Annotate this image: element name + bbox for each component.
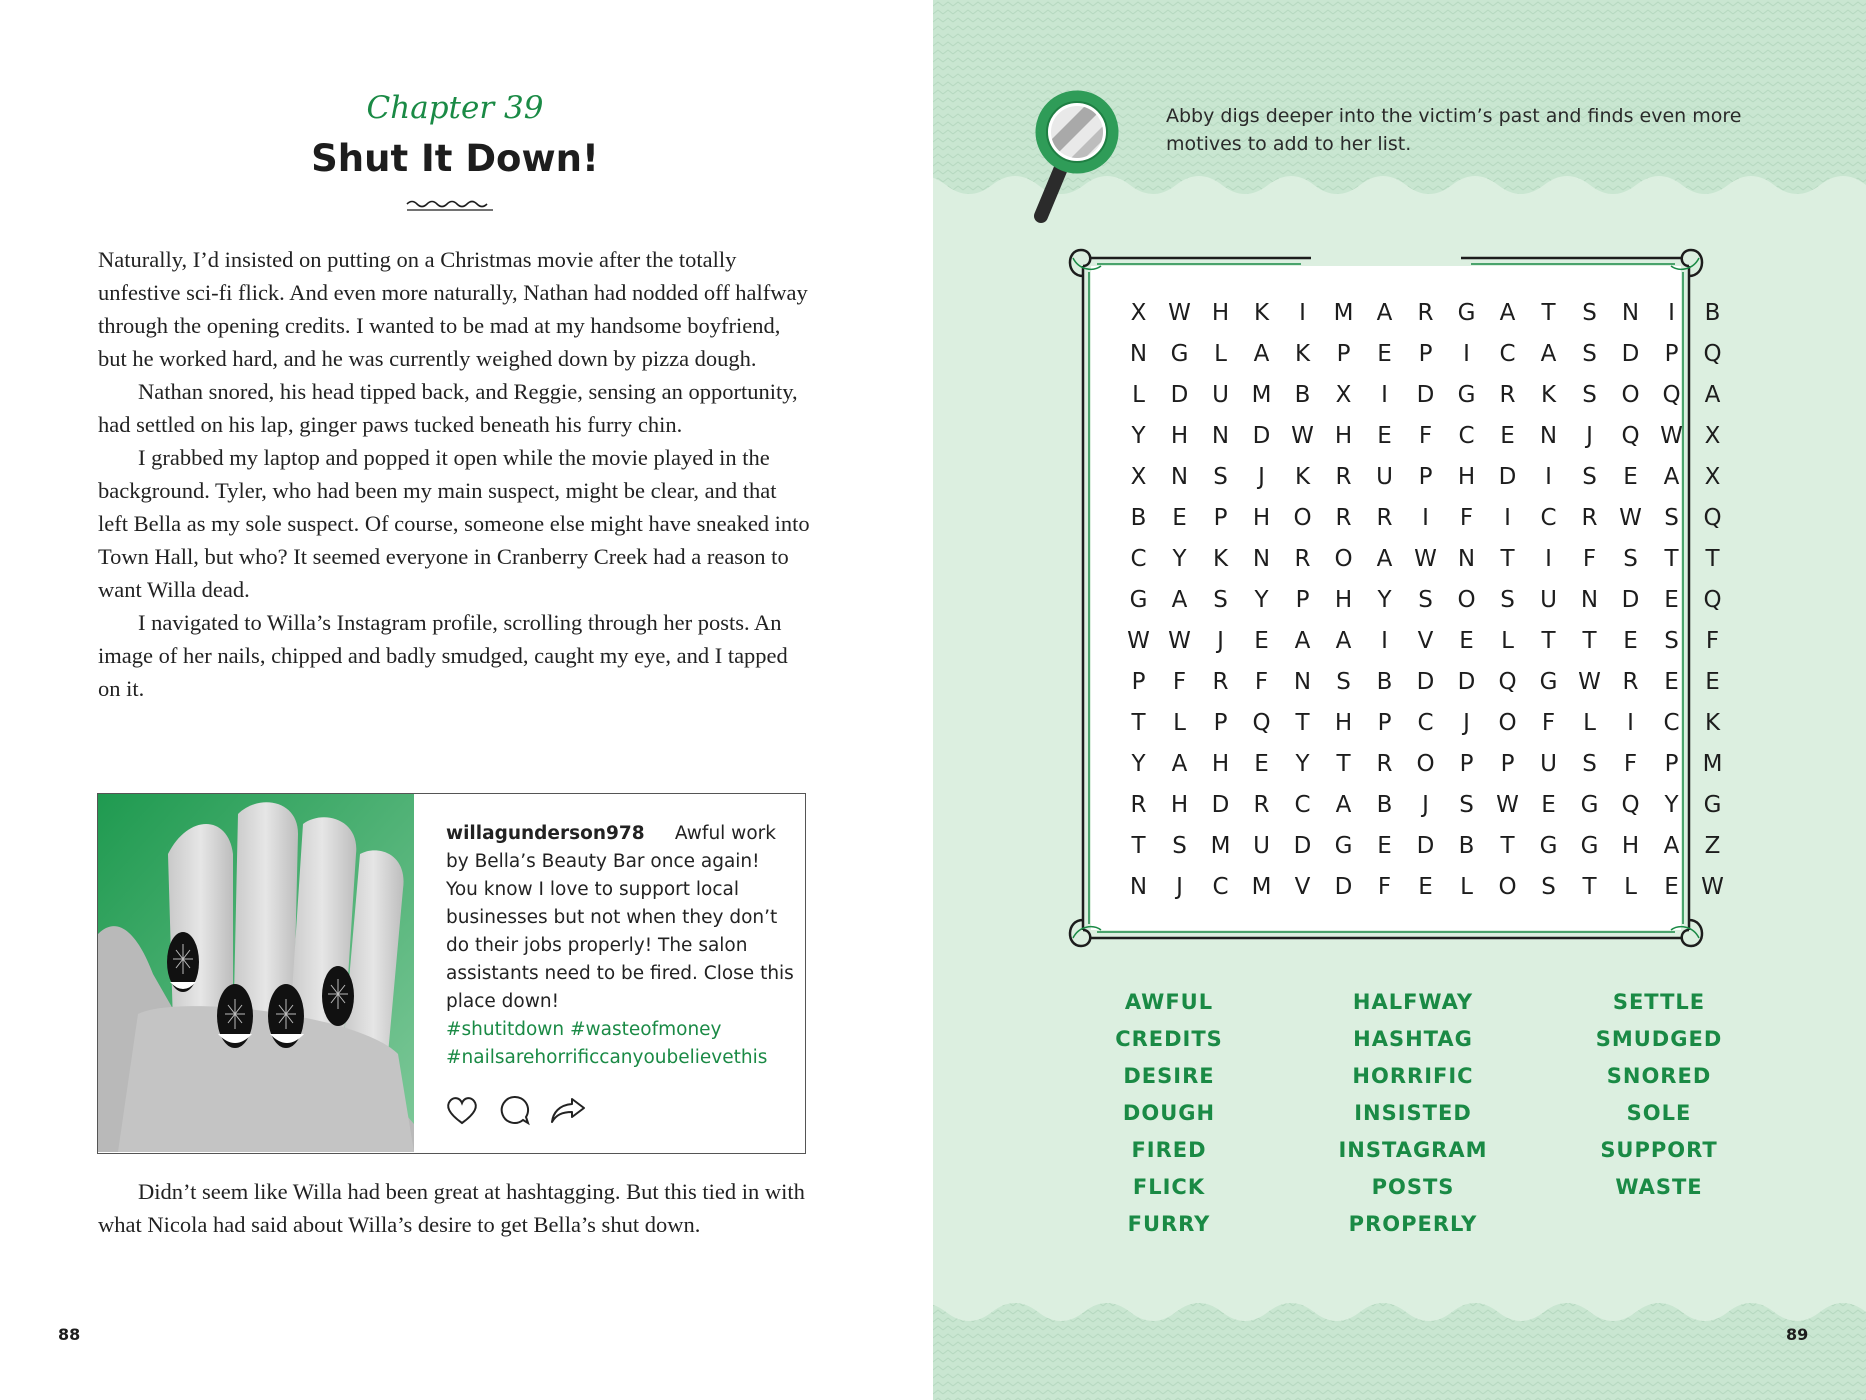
- comment-icon[interactable]: [496, 1094, 532, 1126]
- grid-letter[interactable]: O: [1416, 750, 1435, 777]
- grid-letter[interactable]: Q: [1703, 504, 1722, 531]
- bottom-decorative-band: [933, 1300, 1866, 1400]
- hashtag[interactable]: #nailsarehorrificcanyoubelievethis: [446, 1047, 768, 1068]
- grid-letter[interactable]: K: [1212, 545, 1229, 572]
- grid-letter[interactable]: J: [1217, 627, 1224, 654]
- grid-letter[interactable]: G: [1539, 832, 1558, 859]
- grid-letter[interactable]: P: [1336, 340, 1351, 367]
- paragraph: Nathan snored, his head tipped back, and Reggie, sensing an opportunity, had settled on his lap, ginger paws tucked beneath his furry chin.: [98, 379, 798, 437]
- grid-letter[interactable]: F: [1459, 504, 1474, 531]
- grid-letter[interactable]: Y: [1131, 422, 1146, 449]
- grid-letter[interactable]: X: [1130, 463, 1147, 490]
- grid-letter[interactable]: C: [1540, 504, 1557, 531]
- grid-letter[interactable]: D: [1498, 463, 1517, 490]
- grid-letter[interactable]: G: [1539, 668, 1558, 695]
- grid-letter[interactable]: Y: [1377, 586, 1392, 613]
- grid-letter[interactable]: I: [1627, 709, 1634, 736]
- grid-letter[interactable]: D: [1211, 791, 1230, 818]
- post-username[interactable]: willagunderson978: [446, 823, 645, 844]
- word-list-item: SMUDGED: [1595, 1027, 1723, 1051]
- grid-letter[interactable]: S: [1500, 586, 1515, 613]
- grid-letter[interactable]: C: [1499, 340, 1516, 367]
- word-list-item: SOLE: [1626, 1101, 1692, 1125]
- grid-letter[interactable]: W: [1619, 504, 1642, 531]
- page-number: 89: [1786, 1325, 1809, 1344]
- grid-letter[interactable]: S: [1582, 340, 1597, 367]
- word-list-column: [1559, 986, 1759, 1208]
- grid-letter[interactable]: E: [1623, 463, 1638, 490]
- grid-letter[interactable]: H: [1621, 832, 1640, 859]
- grid-letter[interactable]: P: [1131, 668, 1146, 695]
- grid-letter[interactable]: Q: [1252, 709, 1271, 736]
- grid-letter[interactable]: R: [1376, 504, 1393, 531]
- chapter-label: Chapter 39: [366, 90, 544, 126]
- word-list-item: SETTLE: [1612, 990, 1706, 1014]
- grid-letter[interactable]: G: [1129, 586, 1148, 613]
- grid-letter[interactable]: A: [1171, 750, 1188, 777]
- magnifying-glass-icon: [1033, 88, 1143, 228]
- grid-letter[interactable]: W: [1291, 422, 1314, 449]
- grid-letter[interactable]: A: [1376, 299, 1393, 326]
- grid-letter[interactable]: Q: [1621, 422, 1640, 449]
- word-search-grid[interactable]: [1118, 292, 1733, 907]
- grid-letter[interactable]: N: [1170, 463, 1189, 490]
- grid-letter[interactable]: B: [1376, 791, 1393, 818]
- post-caption: [446, 820, 796, 1072]
- grid-letter[interactable]: D: [1416, 832, 1435, 859]
- grid-letter[interactable]: N: [1621, 299, 1640, 326]
- grid-letter[interactable]: F: [1623, 750, 1638, 777]
- grid-letter[interactable]: R: [1130, 791, 1147, 818]
- grid-letter[interactable]: S: [1582, 750, 1597, 777]
- title-flourish: [405, 198, 495, 214]
- grid-letter[interactable]: U: [1212, 381, 1229, 408]
- grid-letter[interactable]: G: [1457, 299, 1476, 326]
- grid-letter[interactable]: K: [1294, 340, 1311, 367]
- word-list-item: FURRY: [1127, 1212, 1211, 1236]
- grid-letter[interactable]: E: [1705, 668, 1720, 695]
- word-list-item: HORRIFIC: [1352, 1064, 1474, 1088]
- grid-letter[interactable]: T: [1541, 627, 1556, 654]
- grid-letter[interactable]: S: [1172, 832, 1187, 859]
- grid-letter[interactable]: G: [1580, 791, 1599, 818]
- closing-paragraph: [98, 1175, 810, 1241]
- grid-letter[interactable]: E: [1254, 627, 1269, 654]
- grid-letter[interactable]: J: [1463, 709, 1470, 736]
- grid-letter[interactable]: A: [1376, 545, 1393, 572]
- grid-letter[interactable]: H: [1334, 709, 1353, 736]
- grid-letter[interactable]: T: [1131, 832, 1146, 859]
- word-list-item: POSTS: [1371, 1175, 1455, 1199]
- grid-letter[interactable]: S: [1213, 463, 1228, 490]
- grid-letter[interactable]: I: [1545, 463, 1552, 490]
- grid-letter[interactable]: I: [1299, 299, 1306, 326]
- grid-letter[interactable]: N: [1293, 668, 1312, 695]
- grid-letter[interactable]: E: [1418, 873, 1433, 900]
- grid-letter[interactable]: S: [1582, 381, 1597, 408]
- grid-letter[interactable]: L: [1214, 340, 1227, 367]
- grid-letter[interactable]: E: [1623, 627, 1638, 654]
- grid-letter[interactable]: F: [1582, 545, 1597, 572]
- word-list-item: PROPERLY: [1348, 1212, 1478, 1236]
- grid-letter[interactable]: A: [1540, 340, 1557, 367]
- grid-letter[interactable]: E: [1377, 340, 1392, 367]
- grid-letter[interactable]: S: [1582, 299, 1597, 326]
- grid-letter[interactable]: H: [1334, 422, 1353, 449]
- grid-letter[interactable]: I: [1422, 504, 1429, 531]
- grid-letter[interactable]: T: [1705, 545, 1720, 572]
- grid-letter[interactable]: S: [1582, 463, 1597, 490]
- grid-letter[interactable]: C: [1458, 422, 1475, 449]
- grid-letter[interactable]: G: [1334, 832, 1353, 859]
- grid-letter[interactable]: V: [1294, 873, 1311, 900]
- grid-letter[interactable]: E: [1664, 586, 1679, 613]
- grid-letter[interactable]: X: [1130, 299, 1147, 326]
- grid-letter[interactable]: E: [1500, 422, 1515, 449]
- word-list-item: SUPPORT: [1600, 1138, 1718, 1162]
- word-list-item: DESIRE: [1123, 1064, 1215, 1088]
- grid-letter[interactable]: S: [1336, 668, 1351, 695]
- grid-letter[interactable]: P: [1664, 340, 1679, 367]
- grid-letter[interactable]: O: [1293, 504, 1312, 531]
- grid-letter[interactable]: W: [1496, 791, 1519, 818]
- grid-letter[interactable]: D: [1170, 381, 1189, 408]
- grid-letter[interactable]: W: [1660, 422, 1683, 449]
- grid-letter[interactable]: F: [1418, 422, 1433, 449]
- grid-letter[interactable]: B: [1294, 381, 1311, 408]
- grid-letter[interactable]: K: [1294, 463, 1311, 490]
- grid-letter[interactable]: X: [1704, 463, 1721, 490]
- grid-letter[interactable]: T: [1582, 627, 1597, 654]
- grid-letter[interactable]: O: [1621, 381, 1640, 408]
- grid-letter[interactable]: M: [1251, 873, 1272, 900]
- grid-letter[interactable]: I: [1381, 381, 1388, 408]
- grid-letter[interactable]: U: [1253, 832, 1270, 859]
- grid-letter[interactable]: Q: [1703, 340, 1722, 367]
- grid-letter[interactable]: P: [1500, 750, 1515, 777]
- grid-letter[interactable]: C: [1294, 791, 1311, 818]
- word-list-item: HALFWAY: [1352, 990, 1474, 1014]
- grid-letter[interactable]: C: [1212, 873, 1229, 900]
- grid-letter[interactable]: D: [1416, 668, 1435, 695]
- grid-letter[interactable]: N: [1457, 545, 1476, 572]
- grid-letter[interactable]: A: [1294, 627, 1311, 654]
- grid-letter[interactable]: M: [1702, 750, 1723, 777]
- chapter-title: Shut It Down!: [311, 137, 599, 180]
- grid-letter[interactable]: P: [1418, 463, 1433, 490]
- grid-letter[interactable]: O: [1334, 545, 1353, 572]
- grid-letter[interactable]: I: [1381, 627, 1388, 654]
- grid-letter[interactable]: Q: [1621, 791, 1640, 818]
- grid-letter[interactable]: D: [1621, 340, 1640, 367]
- grid-letter[interactable]: A: [1663, 832, 1680, 859]
- grid-letter[interactable]: E: [1254, 750, 1269, 777]
- grid-letter[interactable]: M: [1251, 381, 1272, 408]
- grid-letter[interactable]: C: [1130, 545, 1147, 572]
- grid-letter[interactable]: A: [1663, 463, 1680, 490]
- word-list-item: INSISTED: [1354, 1101, 1472, 1125]
- word-list-item: WASTE: [1615, 1175, 1703, 1199]
- grid-letter[interactable]: P: [1295, 586, 1310, 613]
- grid-letter[interactable]: B: [1130, 504, 1147, 531]
- grid-letter[interactable]: F: [1377, 873, 1392, 900]
- word-list-item: FLICK: [1132, 1175, 1206, 1199]
- grid-letter[interactable]: T: [1500, 832, 1515, 859]
- grid-letter[interactable]: B: [1704, 299, 1721, 326]
- grid-letter[interactable]: L: [1624, 873, 1637, 900]
- grid-letter[interactable]: N: [1129, 340, 1148, 367]
- grid-letter[interactable]: H: [1457, 463, 1476, 490]
- hashtag[interactable]: #shutitdown #wasteofmoney: [446, 1019, 722, 1040]
- grid-letter[interactable]: D: [1416, 381, 1435, 408]
- grid-letter[interactable]: U: [1540, 586, 1557, 613]
- nails-photo: [98, 794, 414, 1152]
- grid-letter[interactable]: H: [1170, 422, 1189, 449]
- grid-letter[interactable]: N: [1580, 586, 1599, 613]
- grid-letter[interactable]: T: [1336, 750, 1351, 777]
- grid-letter[interactable]: S: [1541, 873, 1556, 900]
- grid-letter[interactable]: I: [1463, 340, 1470, 367]
- grid-letter[interactable]: T: [1541, 299, 1556, 326]
- grid-letter[interactable]: B: [1376, 668, 1393, 695]
- grid-letter[interactable]: R: [1294, 545, 1311, 572]
- grid-letter[interactable]: F: [1541, 709, 1556, 736]
- grid-letter[interactable]: H: [1334, 586, 1353, 613]
- grid-letter[interactable]: E: [1541, 791, 1556, 818]
- grid-letter[interactable]: C: [1417, 709, 1434, 736]
- grid-letter[interactable]: R: [1417, 299, 1434, 326]
- share-icon[interactable]: [548, 1094, 584, 1126]
- post-actions: [444, 1094, 584, 1126]
- grid-letter[interactable]: R: [1376, 750, 1393, 777]
- grid-letter[interactable]: R: [1335, 504, 1352, 531]
- grid-letter[interactable]: P: [1213, 504, 1228, 531]
- grid-letter[interactable]: S: [1459, 791, 1474, 818]
- grid-letter[interactable]: E: [1664, 668, 1679, 695]
- grid-letter[interactable]: S: [1623, 545, 1638, 572]
- grid-letter[interactable]: G: [1170, 340, 1189, 367]
- word-list-column: [1069, 986, 1269, 1245]
- grid-letter[interactable]: F: [1705, 627, 1720, 654]
- instagram-post: [97, 793, 806, 1154]
- grid-letter[interactable]: D: [1252, 422, 1271, 449]
- grid-letter[interactable]: H: [1252, 504, 1271, 531]
- grid-letter[interactable]: N: [1252, 545, 1271, 572]
- grid-letter[interactable]: A: [1253, 340, 1270, 367]
- grid-letter[interactable]: V: [1417, 627, 1434, 654]
- paragraph: I navigated to Willa’s Instagram profile, scrolling through her posts. An image of her nails, chipped and badly smudged, caught my eye, and I tapped on it.: [98, 610, 788, 701]
- post-caption-text: Awful work by Bella’s Beauty Bar once again! You know I love to support local businesses but not when they don’t do their jobs properly! The salon assistants need to be fired. Close this place down!: [446, 823, 794, 1012]
- grid-letter[interactable]: S: [1664, 627, 1679, 654]
- page-number: 88: [58, 1325, 81, 1344]
- paragraph: Naturally, I’d insisted on putting on a Christmas movie after the totally unfestive sci-fi flick. And even more naturally, Nathan had nodded off halfway through the opening credits. I wanted to be mad at my handsome boyfriend, but he worked hard, and he was currently weighed down by pizza dough.: [98, 247, 808, 371]
- grid-letter[interactable]: R: [1499, 381, 1516, 408]
- grid-letter[interactable]: Y: [1295, 750, 1310, 777]
- grid-letter[interactable]: E: [1172, 504, 1187, 531]
- grid-letter[interactable]: E: [1377, 832, 1392, 859]
- grid-letter[interactable]: M: [1210, 832, 1231, 859]
- grid-letter[interactable]: G: [1580, 832, 1599, 859]
- grid-letter[interactable]: I: [1668, 299, 1675, 326]
- grid-letter[interactable]: E: [1377, 422, 1392, 449]
- grid-letter[interactable]: P: [1213, 709, 1228, 736]
- grid-letter[interactable]: L: [1173, 709, 1186, 736]
- grid-letter[interactable]: D: [1293, 832, 1312, 859]
- grid-letter[interactable]: X: [1335, 381, 1352, 408]
- grid-letter[interactable]: R: [1335, 463, 1352, 490]
- grid-letter[interactable]: W: [1127, 627, 1150, 654]
- grid-letter[interactable]: L: [1460, 873, 1473, 900]
- grid-letter[interactable]: H: [1170, 791, 1189, 818]
- grid-letter[interactable]: A: [1335, 791, 1352, 818]
- word-list-item: INSTAGRAM: [1338, 1138, 1488, 1162]
- grid-letter[interactable]: Y: [1131, 750, 1146, 777]
- grid-letter[interactable]: T: [1131, 709, 1146, 736]
- grid-letter[interactable]: E: [1664, 873, 1679, 900]
- grid-letter[interactable]: G: [1457, 381, 1476, 408]
- puzzle-intro: Abby digs deeper into the victim’s past and finds even more motives to add to her list.: [1166, 105, 1742, 155]
- grid-letter[interactable]: Z: [1704, 832, 1721, 859]
- grid-letter[interactable]: Y: [1664, 791, 1679, 818]
- grid-letter[interactable]: P: [1377, 709, 1392, 736]
- grid-letter[interactable]: L: [1132, 381, 1145, 408]
- heart-icon[interactable]: [444, 1094, 480, 1126]
- grid-letter[interactable]: O: [1457, 586, 1476, 613]
- grid-letter[interactable]: H: [1211, 299, 1230, 326]
- grid-letter[interactable]: H: [1211, 750, 1230, 777]
- grid-letter[interactable]: B: [1458, 832, 1475, 859]
- grid-letter[interactable]: G: [1703, 791, 1722, 818]
- grid-letter[interactable]: A: [1499, 299, 1516, 326]
- grid-letter[interactable]: W: [1168, 627, 1191, 654]
- grid-letter[interactable]: Q: [1662, 381, 1681, 408]
- grid-letter[interactable]: P: [1459, 750, 1474, 777]
- paragraph: Didn’t seem like Willa had been great at hashtagging. But this tied in with what Nicola had said about Willa’s desire to get Bella’s shut down.: [98, 1179, 805, 1237]
- grid-letter[interactable]: W: [1168, 299, 1191, 326]
- grid-letter[interactable]: Y: [1172, 545, 1187, 572]
- grid-letter[interactable]: J: [1176, 873, 1183, 900]
- grid-letter[interactable]: T: [1664, 545, 1679, 572]
- grid-letter[interactable]: P: [1664, 750, 1679, 777]
- grid-letter[interactable]: Y: [1254, 586, 1269, 613]
- grid-letter[interactable]: S: [1664, 504, 1679, 531]
- grid-letter[interactable]: D: [1334, 873, 1353, 900]
- grid-letter[interactable]: I: [1504, 504, 1511, 531]
- grid-letter[interactable]: F: [1254, 668, 1269, 695]
- grid-letter[interactable]: C: [1663, 709, 1680, 736]
- grid-letter[interactable]: P: [1418, 340, 1433, 367]
- grid-letter[interactable]: S: [1213, 586, 1228, 613]
- grid-letter[interactable]: S: [1418, 586, 1433, 613]
- grid-letter[interactable]: U: [1540, 750, 1557, 777]
- grid-letter[interactable]: I: [1545, 545, 1552, 572]
- word-list-item: HASHTAG: [1353, 1027, 1473, 1051]
- grid-letter[interactable]: T: [1295, 709, 1310, 736]
- grid-letter[interactable]: L: [1583, 709, 1596, 736]
- grid-letter[interactable]: W: [1578, 668, 1601, 695]
- grid-letter[interactable]: A: [1335, 627, 1352, 654]
- grid-letter[interactable]: J: [1422, 791, 1429, 818]
- word-list-item: DOUGH: [1122, 1101, 1216, 1125]
- grid-letter[interactable]: D: [1457, 668, 1476, 695]
- grid-letter[interactable]: M: [1333, 299, 1354, 326]
- grid-letter[interactable]: E: [1459, 627, 1474, 654]
- grid-letter[interactable]: F: [1172, 668, 1187, 695]
- grid-letter[interactable]: K: [1253, 299, 1270, 326]
- grid-letter[interactable]: J: [1258, 463, 1265, 490]
- grid-letter[interactable]: D: [1621, 586, 1640, 613]
- grid-letter[interactable]: J: [1586, 422, 1593, 449]
- word-list-column: [1313, 986, 1513, 1245]
- grid-letter[interactable]: O: [1498, 873, 1517, 900]
- grid-letter[interactable]: N: [1129, 873, 1148, 900]
- grid-letter[interactable]: K: [1540, 381, 1557, 408]
- grid-letter[interactable]: R: [1581, 504, 1598, 531]
- chapter-body: [98, 243, 810, 705]
- grid-letter[interactable]: W: [1414, 545, 1437, 572]
- grid-letter[interactable]: R: [1253, 791, 1270, 818]
- grid-letter[interactable]: L: [1501, 627, 1514, 654]
- grid-letter[interactable]: Q: [1498, 668, 1517, 695]
- grid-letter[interactable]: T: [1500, 545, 1515, 572]
- word-list-item: CREDITS: [1115, 1027, 1223, 1051]
- grid-letter[interactable]: W: [1701, 873, 1724, 900]
- grid-letter[interactable]: N: [1539, 422, 1558, 449]
- paragraph: I grabbed my laptop and popped it open while the movie played in the background. Tyler, who had been my main suspect, might be clear, and that left Bella as my sole suspect. Of course, someone else might have sneaked into Town Hall, but who? It seemed everyone in Cranberry Creek had a reason to want Willa dead.: [98, 445, 810, 602]
- grid-letter[interactable]: R: [1212, 668, 1229, 695]
- grid-letter[interactable]: T: [1582, 873, 1597, 900]
- word-list-item: FIRED: [1131, 1138, 1207, 1162]
- grid-letter[interactable]: K: [1704, 709, 1721, 736]
- grid-letter[interactable]: X: [1704, 422, 1721, 449]
- grid-letter[interactable]: N: [1211, 422, 1230, 449]
- grid-letter[interactable]: U: [1376, 463, 1393, 490]
- grid-letter[interactable]: A: [1704, 381, 1721, 408]
- grid-letter[interactable]: O: [1498, 709, 1517, 736]
- grid-letter[interactable]: R: [1622, 668, 1639, 695]
- word-list-item: AWFUL: [1124, 990, 1214, 1014]
- grid-letter[interactable]: A: [1171, 586, 1188, 613]
- word-list-item: SNORED: [1606, 1064, 1712, 1088]
- grid-letter[interactable]: Q: [1703, 586, 1722, 613]
